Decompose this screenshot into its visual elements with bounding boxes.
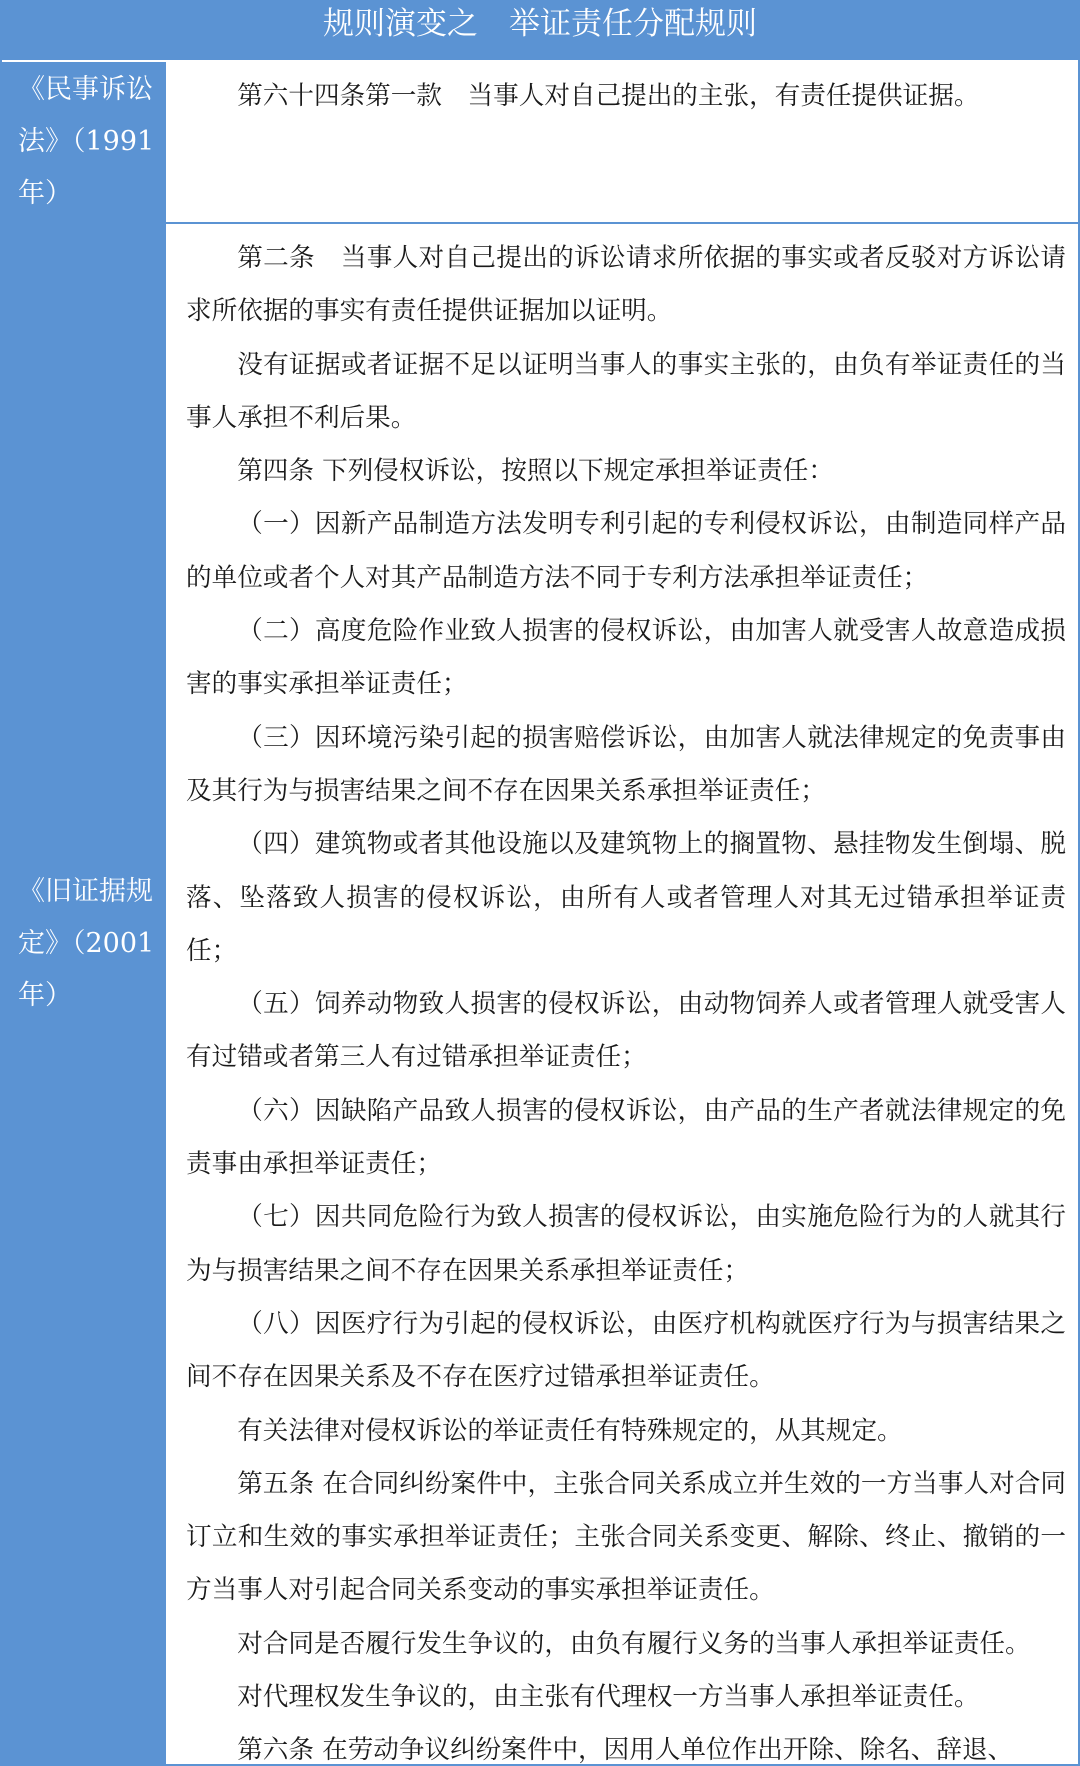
paragraph: （六）因缺陷产品致人损害的侵权诉讼，由产品的生产者就法律规定的免责事由承担举证责任；: [186, 1095, 1066, 1180]
paragraph: 第五条 在合同纠纷案件中，主张合同关系成立并生效的一方当事人对合同订立和生效的事实承担举证责任；主张合同关系变更、解除、终止、撤销的一方当事人对引起合同关系变动的事实承担举证责任。: [186, 1468, 1066, 1606]
paragraph: 没有证据或者证据不足以证明当事人的事实主张的，由负有举证责任的当事人承担不利后果。: [186, 349, 1066, 433]
paragraph: （五）饲养动物致人损害的侵权诉讼，由动物饲养人或者管理人就受害人有过错或者第三人有过错承担举证责任；: [186, 989, 1066, 1073]
table-row: [2, 224, 1078, 1764]
paragraph: 第六条 在劳动争议纠纷案件中，因用人单位作出开除、除名、辞退、: [237, 1735, 1014, 1764]
row-content: [168, 62, 1078, 222]
paragraph: （七）因共同危险行为致人损害的侵权诉讼，由实施危险行为的人就其行为与损害结果之间不存在因果关系承担举证责任；: [186, 1202, 1066, 1286]
paragraph: （一）因新产品制造方法发明专利引起的专利侵权诉讼，由制造同样产品的单位或者个人对其产品制造方法不同于专利方法承担举证责任；: [186, 509, 1066, 593]
paragraph: 第六十四条第一款 当事人对自己提出的主张，有责任提供证据。: [237, 81, 980, 111]
paragraph: 第二条 当事人对自己提出的诉讼请求所依据的事实或者反驳对方诉讼请求所依据的事实有责任提供证据加以证明。: [186, 243, 1066, 327]
paragraph: （三）因环境污染引起的损害赔偿诉讼，由加害人就法律规定的免责事由及其行为与损害结果之间不存在因果关系承担举证责任；: [186, 722, 1066, 806]
row-label: 《旧证据规定》（2001年）: [2, 224, 168, 1764]
paragraph: （八）因医疗行为引起的侵权诉讼，由医疗机构就医疗行为与损害结果之间不存在因果关系及不存在医疗过错承担举证责任。: [186, 1308, 1066, 1393]
paragraph: （四）建筑物或者其他设施以及建筑物上的搁置物、悬挂物发生倒塌、脱落、坠落致人损害的侵权诉讼，由所有人或者管理人对其无过错承担举证责任；: [186, 829, 1066, 966]
paragraph: 对代理权发生争议的，由主张有代理权一方当事人承担举证责任。: [237, 1682, 980, 1713]
row-label: 《民事诉讼法》（1991年）: [2, 62, 168, 222]
paragraph: 有关法律对侵权诉讼的举证责任有特殊规定的，从其规定。: [237, 1415, 903, 1446]
paragraph: 对合同是否履行发生争议的，由负有履行义务的当事人承担举证责任。: [237, 1628, 1031, 1659]
paragraph: 第四条 下列侵权诉讼，按照以下规定承担举证责任：: [237, 456, 834, 487]
row-content: [168, 224, 1078, 1764]
table-title: 规则演变之 举证责任分配规则: [2, 2, 1078, 62]
paragraph: （二）高度危险作业致人损害的侵权诉讼，由加害人就受害人故意造成损害的事实承担举证责任；: [186, 616, 1066, 700]
table-row: [2, 62, 1078, 224]
